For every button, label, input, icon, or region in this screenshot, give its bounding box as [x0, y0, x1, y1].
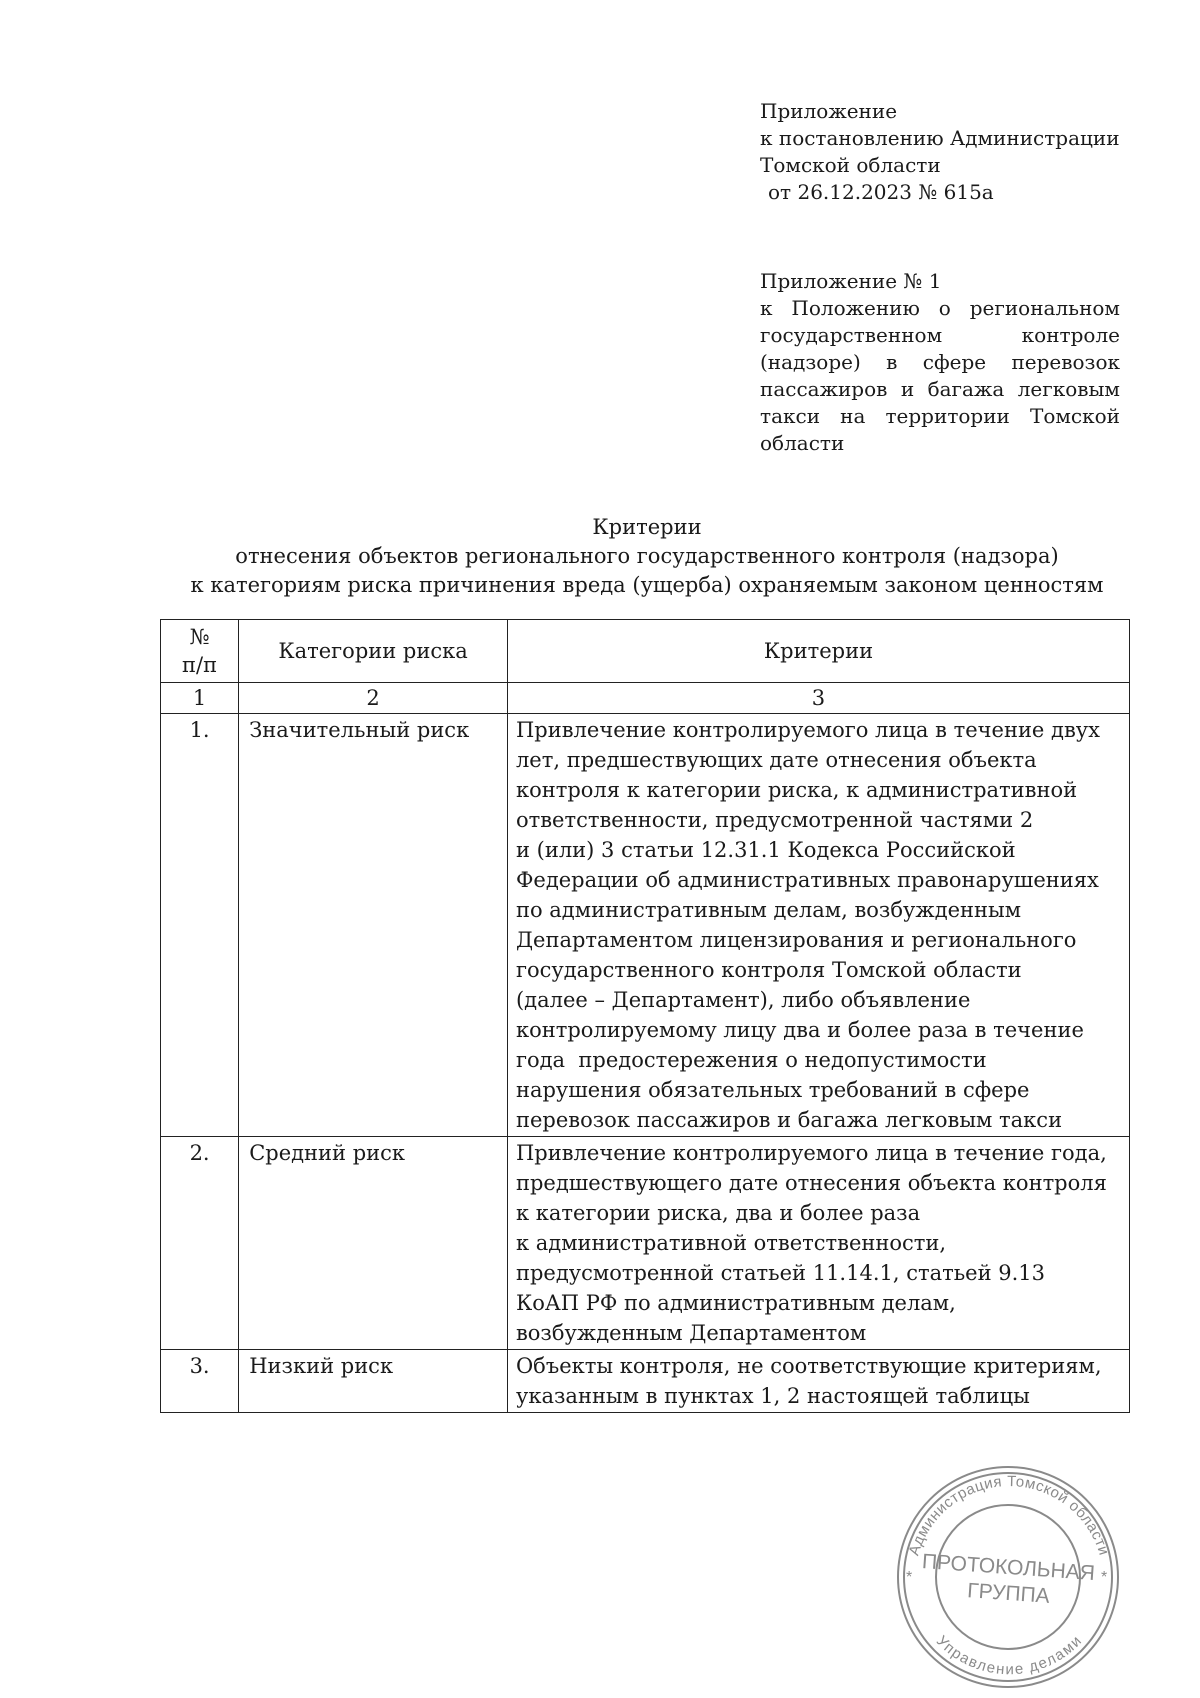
- criteria-line: контролируемому лицу два и более раза в течение: [515, 1018, 1084, 1042]
- criteria-line: лет, предшествующих дате отнесения объекта: [515, 748, 1037, 772]
- appendix-one-line: такси на территории Томской: [760, 404, 1120, 428]
- row-number: 3.: [161, 1350, 239, 1413]
- header-category: Категории риска: [239, 620, 508, 683]
- criteria-line: Привлечение контролируемого лица в течение года,: [515, 1141, 1107, 1165]
- appendix-one: [760, 268, 1120, 457]
- criteria-line: перевозок пассажиров и багажа легковым такси: [515, 1108, 1063, 1132]
- table-row: [161, 1350, 1130, 1413]
- title-subline: отнесения объектов регионального государственного контроля (надзора): [235, 544, 1059, 568]
- document-title: [0, 513, 1200, 600]
- table-row: [161, 714, 1130, 1137]
- column-number-row: [161, 683, 1130, 714]
- criteria-line: государственного контроля Томской области: [515, 958, 1022, 982]
- stamp-star-left: *: [906, 1569, 913, 1586]
- appendix-one-line: области: [760, 431, 845, 455]
- appendix-header-line: Приложение: [760, 99, 898, 123]
- criteria-line: Федерации об административных правонарушениях: [515, 868, 1099, 892]
- appendix-one-line: (надзоре) в сфере перевозок: [760, 350, 1120, 374]
- stamp-outer-top-text: Администрация Томской области: [905, 1472, 1113, 1558]
- criteria-line: по административным делам, возбужденным: [515, 898, 1022, 922]
- appendix-header-date: от 26.12.2023 № 615а: [768, 180, 994, 204]
- appendix-header-line: к постановлению Администрации: [760, 126, 1120, 150]
- row-criteria: [507, 1350, 1129, 1413]
- svg-text:Управление делами: [933, 1632, 1085, 1678]
- row-category: Средний риск: [239, 1137, 508, 1350]
- criteria-line: контроля к категории риска, к административной: [515, 778, 1078, 802]
- appendix-one-line: пассажиров и багажа легковым: [760, 377, 1120, 401]
- row-number: 1.: [161, 714, 239, 1137]
- header-criteria: Критерии: [507, 620, 1129, 683]
- criteria-line: ответственности, предусмотренной частями 2: [515, 808, 1034, 832]
- criteria-line: предшествующего дате отнесения объекта контроля: [515, 1171, 1107, 1195]
- title-subline: к категориям риска причинения вреда (ущерба) охраняемым законом ценностям: [190, 573, 1104, 597]
- stamp-star-right: *: [1101, 1569, 1108, 1586]
- svg-text:Администрация Томской области: [905, 1473, 1112, 1558]
- appendix-one-line: к Положению о региональном: [760, 296, 1120, 320]
- column-number: 1: [161, 683, 239, 714]
- stamp-outer-bottom-text: Управление делами: [932, 1632, 1086, 1679]
- criteria-line: указанным в пунктах 1, 2 настоящей таблицы: [515, 1384, 1030, 1408]
- title-heading: Критерии: [592, 515, 702, 539]
- criteria-line: предусмотренной статьей 11.14.1, статьей 9.13: [515, 1261, 1046, 1285]
- row-criteria: [507, 714, 1129, 1137]
- stamp-inner-line1: ПРОТОКОЛЬНАЯ: [921, 1550, 1096, 1586]
- criteria-table: [160, 619, 1130, 1413]
- stamp-inner-line2: ГРУППА: [966, 1579, 1051, 1608]
- criteria-line: (далее – Департамент), либо объявление: [515, 988, 971, 1012]
- column-number: 2: [239, 683, 508, 714]
- criteria-line: КоАП РФ по административным делам,: [515, 1291, 956, 1315]
- criteria-line: возбужденным Департаментом: [515, 1321, 867, 1345]
- appendix-one-line: государственном контроле: [760, 323, 1120, 347]
- appendix-header-line: Томской области: [760, 153, 941, 177]
- table-header-row: [161, 620, 1130, 683]
- column-number: 3: [507, 683, 1129, 714]
- header-number-pp: п/п: [182, 653, 218, 677]
- criteria-line: Объекты контроля, не соответствующие критериям,: [515, 1354, 1102, 1378]
- criteria-line: Привлечение контролируемого лица в течение двух: [515, 718, 1100, 742]
- criteria-line: к категории риска, два и более раза: [515, 1201, 921, 1225]
- header-number-sign: №: [189, 625, 210, 649]
- criteria-line: Департаментом лицензирования и регионального: [515, 928, 1077, 952]
- criteria-line: и (или) 3 статьи 12.31.1 Кодекса Российской: [515, 838, 1016, 862]
- header-number: [161, 620, 239, 683]
- criteria-line: к административной ответственности,: [515, 1231, 947, 1255]
- row-criteria: [507, 1137, 1129, 1350]
- criteria-line: нарушения обязательных требований в сфере: [515, 1078, 1030, 1102]
- appendix-header: [760, 98, 1120, 206]
- appendix-one-title: Приложение № 1: [760, 269, 942, 293]
- official-stamp: [893, 1462, 1123, 1692]
- table-row: [161, 1137, 1130, 1350]
- row-number: 2.: [161, 1137, 239, 1350]
- criteria-line: года предостережения о недопустимости: [515, 1048, 987, 1072]
- row-category: Значительный риск: [239, 714, 508, 1137]
- row-category: Низкий риск: [239, 1350, 508, 1413]
